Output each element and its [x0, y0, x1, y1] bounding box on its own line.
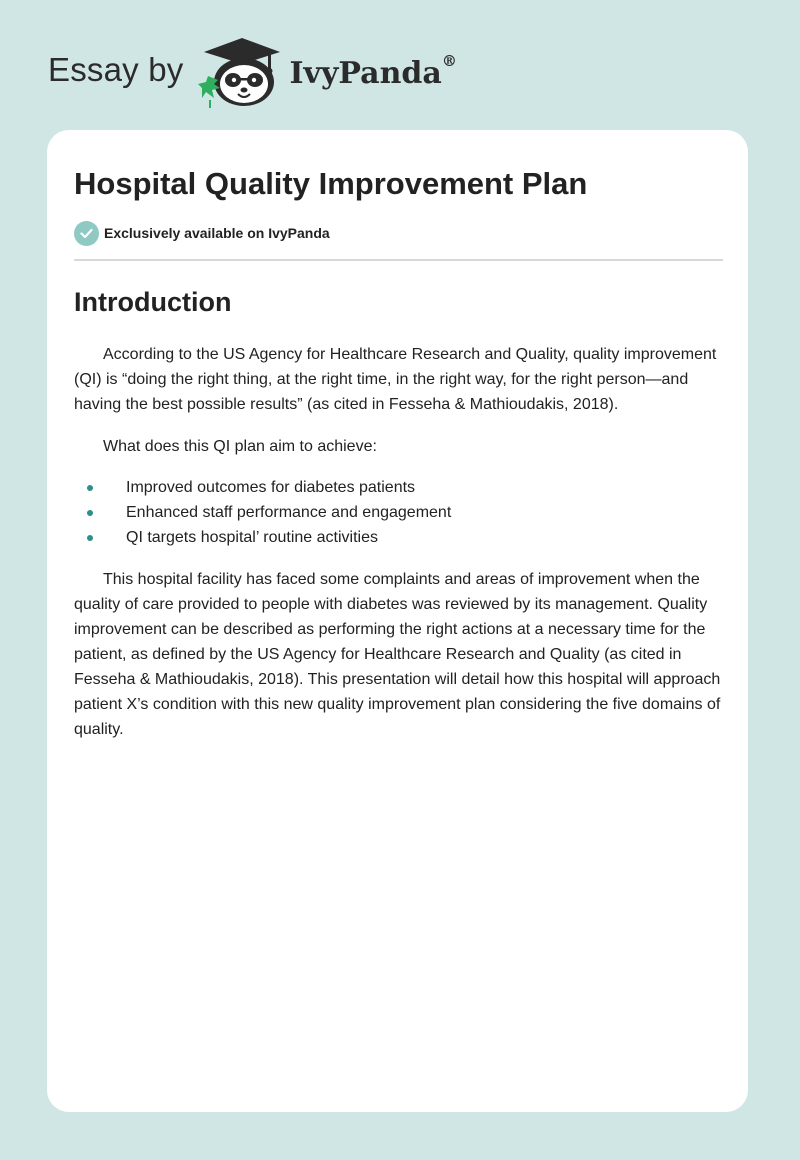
site-header — [48, 36, 457, 108]
exclusive-label: Exclusively available on IvyPanda — [104, 225, 330, 241]
bullet-icon — [87, 535, 93, 541]
article-title: Hospital Quality Improvement Plan — [74, 166, 588, 201]
list-item: Enhanced staff performance and engagement — [74, 500, 722, 525]
registered-mark: ® — [441, 51, 457, 70]
exclusive-badge — [74, 220, 722, 246]
essay-by-label: Essay by — [48, 51, 184, 88]
bullet-icon — [87, 485, 93, 491]
check-icon — [74, 221, 99, 246]
paragraph-2: What does this QI plan aim to achieve: — [103, 438, 377, 455]
bullet-icon — [87, 510, 93, 516]
paragraph-1: According to the US Agency for Healthcare Research and Quality, quality improvement (QI) is “doing the right thing, at the right time, in the right way, for the right person—and having the best possible results” (as cited in Fesseha & Mathioudakis, 2018). — [74, 346, 717, 413]
paragraph-3: This hospital facility has faced some complaints and areas of improvement when the quality of care provided to people with diabetes was reviewed by its management. Quality improvement can be described as performing the right actions at a necessary time for the patient, as defined by the US Agency for Healthcare Research and Quality (as cited in Fesseha & Mathioudakis, 2018). This presentation will detail how this hospital will approach patient X’s condition with this new quality improvement plan considering the five domains of quality. — [74, 571, 721, 738]
panda-logo-icon[interactable] — [198, 36, 286, 108]
list-item: QI targets hospital’ routine activities — [74, 525, 722, 550]
divider — [74, 259, 723, 261]
section-heading: Introduction — [74, 287, 232, 317]
list-item: Improved outcomes for diabetes patients — [74, 475, 722, 500]
aims-list — [74, 475, 722, 550]
article-card — [47, 130, 748, 1112]
brand-name[interactable]: IvyPanda® — [289, 51, 457, 91]
